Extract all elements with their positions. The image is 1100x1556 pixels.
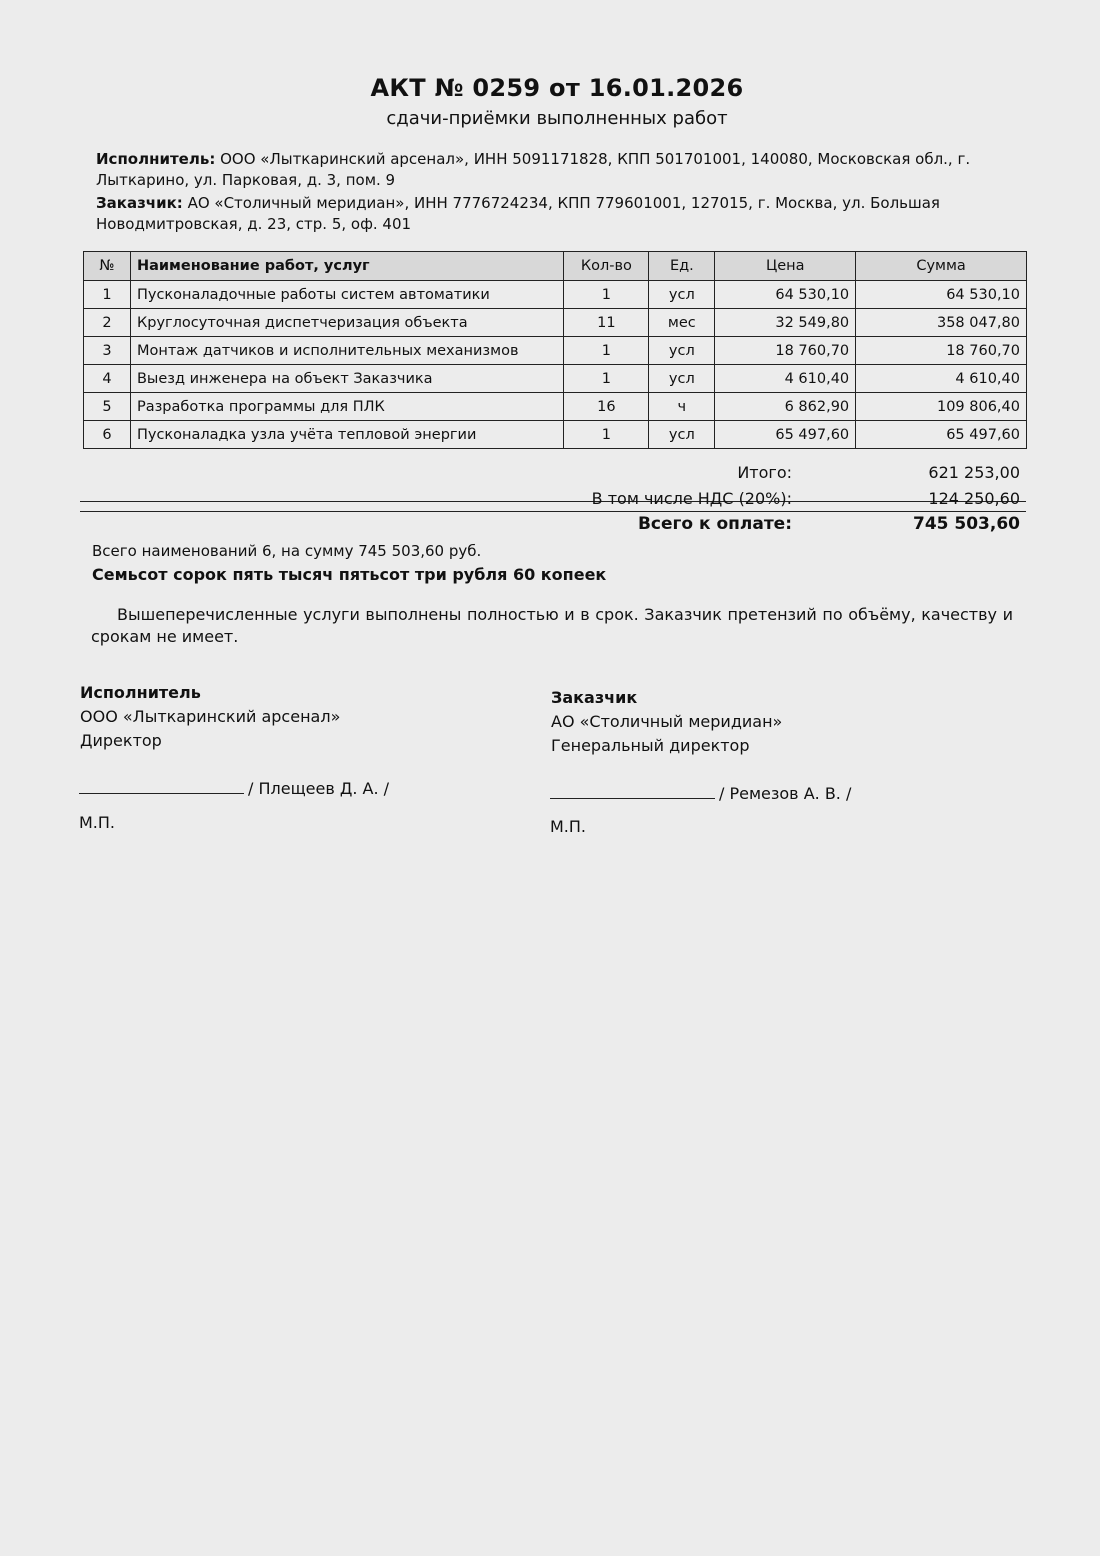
vat-row <box>80 489 1026 513</box>
col-header-unit: Ед. <box>649 252 715 281</box>
subtotal-value: 621 253,00 <box>928 463 1020 482</box>
cell-name: Выезд инженера на объект Заказчика <box>130 365 563 393</box>
subtotal-row <box>80 463 1026 487</box>
cell-num: 2 <box>84 309 131 337</box>
executor-signature-line-row <box>79 777 389 801</box>
grand-total-row <box>80 514 1026 538</box>
executor-signature-block <box>80 681 340 753</box>
cell-sum: 109 806,40 <box>856 393 1027 421</box>
cell-unit: усл <box>649 281 715 309</box>
cell-num: 6 <box>84 421 131 449</box>
completion-note: Вышеперечисленные услуги выполнены полностью и в срок. Заказчик претензий по объёму, качеству и срокам не имеет. <box>91 605 1013 646</box>
summary-count: Всего наименований 6, на сумму 745 503,60 руб. <box>92 542 482 560</box>
cell-price: 65 497,60 <box>715 421 856 449</box>
cell-price: 6 862,90 <box>715 393 856 421</box>
cell-name: Пусконаладочные работы систем автоматики <box>130 281 563 309</box>
cell-num: 1 <box>84 281 131 309</box>
cell-num: 5 <box>84 393 131 421</box>
col-header-num: № <box>84 252 131 281</box>
cell-price: 32 549,80 <box>715 309 856 337</box>
cell-name: Разработка программы для ПЛК <box>130 393 563 421</box>
customer-label: Заказчик: <box>96 194 183 212</box>
customer-sign-heading: Заказчик <box>551 688 638 707</box>
col-header-price: Цена <box>715 252 856 281</box>
executor-block <box>96 149 1016 191</box>
executor-stamp-place: М.П. <box>79 813 116 832</box>
customer-signature-block <box>551 686 782 758</box>
grand-total-label: Всего к оплате: <box>637 514 792 534</box>
cell-sum: 18 760,70 <box>856 337 1027 365</box>
cell-unit: усл <box>649 337 715 365</box>
cell-unit: мес <box>649 309 715 337</box>
customer-sign-org: АО «Столичный меридиан» <box>551 712 783 731</box>
cell-name: Пусконаладка узла учёта тепловой энергии <box>130 421 563 449</box>
cell-name: Круглосуточная диспетчеризация объекта <box>130 309 563 337</box>
executor-sign-position: Директор <box>80 731 162 750</box>
customer-block <box>96 193 1016 235</box>
table-row <box>84 309 1027 337</box>
customer-stamp-place: М.П. <box>550 817 587 836</box>
executor-details: ООО «Лыткаринский арсенал», ИНН 5091171828, КПП 501701001, 140080, Московская обл., г. Лыткарино, ул. Парковая, д. 3, пом. 9 <box>96 150 971 189</box>
vat-value: 124 250,60 <box>928 489 1020 508</box>
cell-sum: 64 530,10 <box>856 281 1027 309</box>
col-header-name: Наименование работ, услуг <box>130 252 563 281</box>
vat-label: В том числе НДС (20%): <box>591 489 792 508</box>
cell-name: Монтаж датчиков и исполнительных механизмов <box>130 337 563 365</box>
executor-sign-org: ООО «Лыткаринский арсенал» <box>80 707 341 726</box>
cell-qty: 16 <box>564 393 649 421</box>
items-table <box>83 251 1027 449</box>
cell-qty: 1 <box>564 337 649 365</box>
cell-sum: 358 047,80 <box>856 309 1027 337</box>
cell-price: 64 530,10 <box>715 281 856 309</box>
cell-qty: 11 <box>564 309 649 337</box>
cell-price: 4 610,40 <box>715 365 856 393</box>
cell-num: 3 <box>84 337 131 365</box>
document-title: АКТ № 0259 от 16.01.2026 <box>370 74 744 102</box>
col-header-qty: Кол-во <box>564 252 649 281</box>
document-subtitle: сдачи-приёмки выполненных работ <box>386 108 728 129</box>
table-header-row <box>84 252 1027 281</box>
customer-signer-name: / Ремезов А. В. / <box>719 784 852 803</box>
summary-in-words: Семьсот сорок пять тысяч пятьсот три рубля 60 копеек <box>92 565 607 584</box>
executor-signer-name: / Плещеев Д. А. / <box>248 779 390 798</box>
grand-total-value: 745 503,60 <box>912 514 1020 534</box>
totals-divider-bottom <box>80 511 1026 512</box>
cell-price: 18 760,70 <box>715 337 856 365</box>
table-row <box>84 337 1027 365</box>
customer-signature-line <box>550 784 715 799</box>
table-row <box>84 393 1027 421</box>
cell-sum: 4 610,40 <box>856 365 1027 393</box>
cell-unit: ч <box>649 393 715 421</box>
table-row <box>84 421 1027 449</box>
executor-label: Исполнитель: <box>96 150 216 168</box>
cell-num: 4 <box>84 365 131 393</box>
executor-signature-line <box>79 779 244 794</box>
customer-sign-position: Генеральный директор <box>551 736 750 755</box>
cell-qty: 1 <box>564 365 649 393</box>
executor-sign-heading: Исполнитель <box>80 683 201 702</box>
cell-unit: усл <box>649 365 715 393</box>
table-row <box>84 281 1027 309</box>
table-row <box>84 365 1027 393</box>
col-header-sum: Сумма <box>856 252 1027 281</box>
cell-qty: 1 <box>564 421 649 449</box>
customer-signature-line-row <box>550 782 851 806</box>
cell-qty: 1 <box>564 281 649 309</box>
subtotal-label: Итого: <box>737 463 792 482</box>
cell-unit: усл <box>649 421 715 449</box>
cell-sum: 65 497,60 <box>856 421 1027 449</box>
customer-details: АО «Столичный меридиан», ИНН 7776724234, КПП 779601001, 127015, г. Москва, ул. Большая Новодмитровская, д. 23, стр. 5, оф. 401 <box>96 194 940 233</box>
